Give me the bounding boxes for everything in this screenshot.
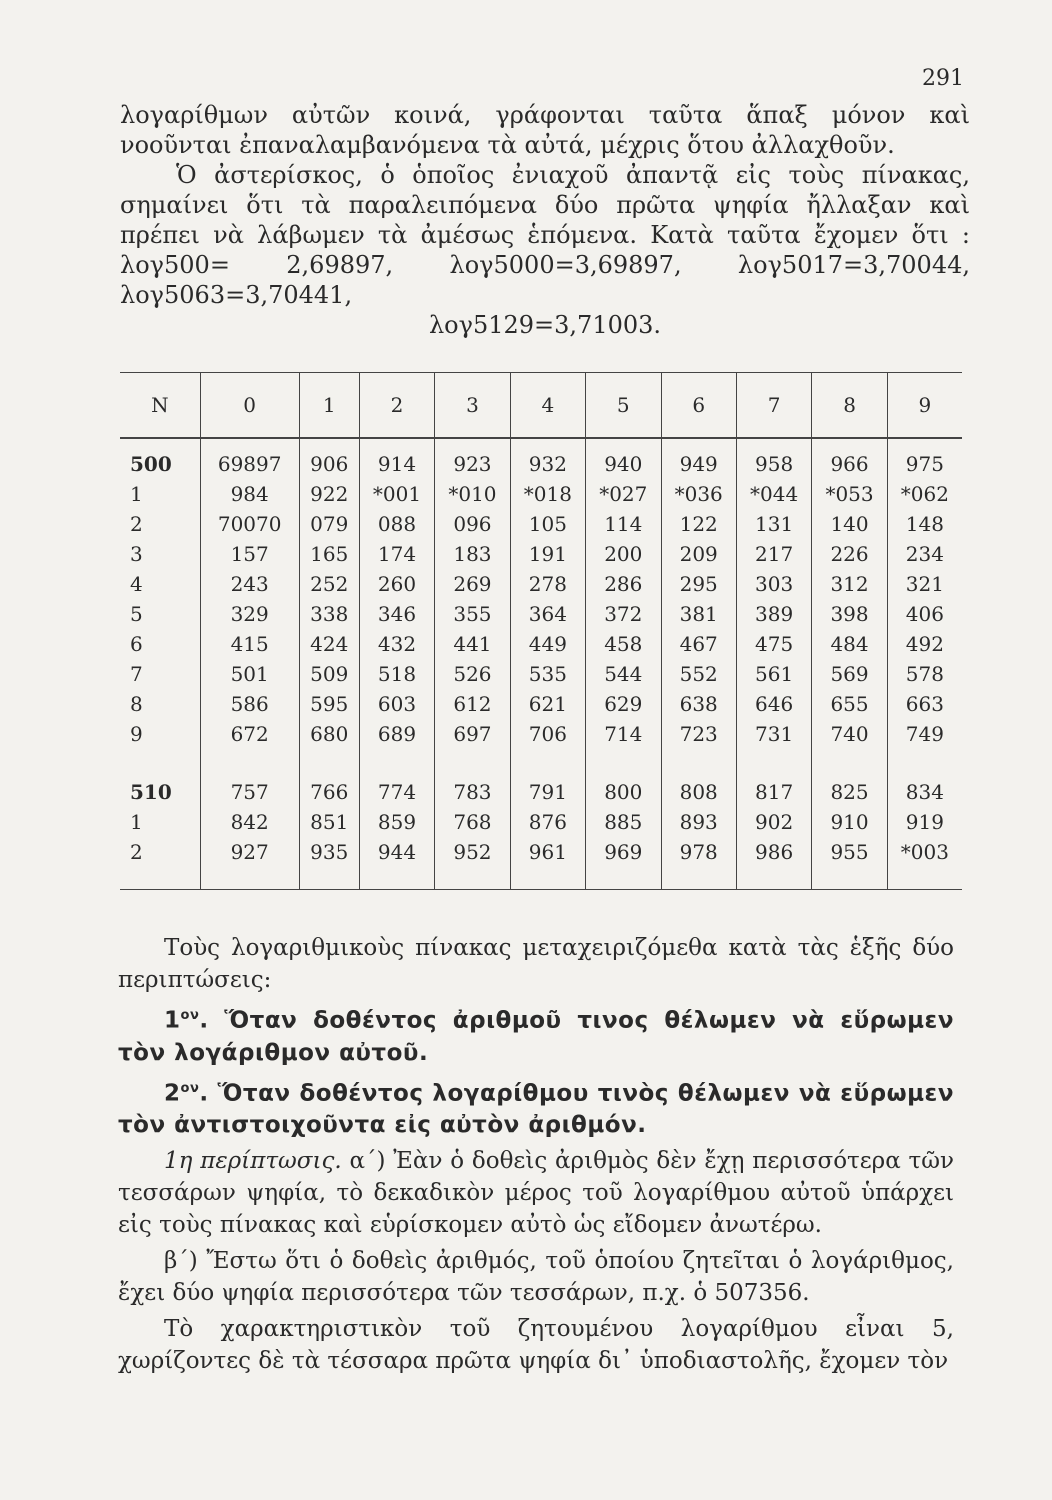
table-cell: 672 bbox=[200, 719, 299, 749]
table-cell: 919 bbox=[887, 807, 962, 837]
table-cell: *027 bbox=[586, 479, 661, 509]
table-cell: 321 bbox=[887, 569, 962, 599]
table-cell: 629 bbox=[586, 689, 661, 719]
case-a-text: α΄) Ἐὰν ὁ δοθεὶς ἀριθμὸς δὲν ἔχῃ περισσότερα τῶν τεσσάρων ψηφία, τὸ δεκαδικὸν μέρος τοῦ λογαρίθμου αὐτοῦ ὑπάρχει εἰς τοὺς πίνακας καὶ εὑρίσκομεν αὐτὸ ὡς εἴδομεν ἀνωτέρω. bbox=[118, 1148, 954, 1239]
table-cell: 817 bbox=[736, 767, 811, 807]
table-row bbox=[120, 689, 962, 719]
table-row bbox=[120, 719, 962, 749]
table-cell: 114 bbox=[586, 509, 661, 539]
table-cell: 986 bbox=[736, 837, 811, 867]
paragraph-2: Ὁ ἀστερίσκος, ὁ ὁποῖος ἐνιαχοῦ ἀπαντᾷ εἰς τοὺς πίνακας, σημαίνει ὅτι τὰ παραλειπόμενα δύο πρῶτα ψηφία ἤλλαξαν καὶ πρέπει νὰ λάβωμεν τὰ ἀμέσως ἑπόμενα. Κατὰ ταῦτα ἔχομεν ὅτι : λογ500= 2,69897, λογ5000=3,69897, λογ5017=3,70044, λογ5063=3,70441, bbox=[120, 161, 970, 309]
table-cell: 851 bbox=[299, 807, 359, 837]
table-cell: 484 bbox=[812, 629, 887, 659]
row-label: 4 bbox=[130, 572, 143, 596]
table-row bbox=[120, 438, 962, 479]
table-cell: *003 bbox=[887, 837, 962, 867]
table-header-row bbox=[120, 373, 962, 439]
table-cell: 766 bbox=[299, 767, 359, 807]
table-cell: 969 bbox=[586, 837, 661, 867]
table-row bbox=[120, 807, 962, 837]
table-cell: 697 bbox=[435, 719, 510, 749]
table-cell: 449 bbox=[510, 629, 585, 659]
first-case-label: 1η περίπτωσις. bbox=[164, 1148, 342, 1175]
table-cell: 372 bbox=[586, 599, 661, 629]
row-label: 2 bbox=[130, 840, 143, 864]
logarithm-table bbox=[120, 372, 962, 890]
table-cell: 260 bbox=[359, 569, 434, 599]
table-cell: 966 bbox=[812, 438, 887, 479]
table-cell: 940 bbox=[586, 438, 661, 479]
table-cell: 902 bbox=[736, 807, 811, 837]
table-row bbox=[120, 837, 962, 867]
table-cell: 569 bbox=[812, 659, 887, 689]
row-label: 1 bbox=[130, 482, 143, 506]
case-1-text: . Ὅταν δοθέντος ἀριθμοῦ τινος θέλωμεν νὰ εὕρωμεν τὸν λογάριθμον αὐτοῦ. bbox=[118, 1007, 954, 1066]
case-2-sup: ον bbox=[180, 1080, 200, 1096]
table-cell: 122 bbox=[661, 509, 736, 539]
table-cell: 638 bbox=[661, 689, 736, 719]
case-1 bbox=[118, 1000, 954, 1069]
case-2-text: . Ὅταν δοθέντος λογαρίθμου τινὸς θέλωμεν νὰ εὕρωμεν τὸν ἀντιστοιχοῦντα εἰς αὐτὸν ἀριθμόν. bbox=[118, 1080, 954, 1139]
column-header: 6 bbox=[661, 373, 736, 439]
table-cell: 586 bbox=[200, 689, 299, 719]
table-cell: 663 bbox=[887, 689, 962, 719]
table-cell: 398 bbox=[812, 599, 887, 629]
table-cell: 381 bbox=[661, 599, 736, 629]
column-header: 3 bbox=[435, 373, 510, 439]
column-header: N bbox=[120, 373, 200, 439]
case-2 bbox=[118, 1073, 954, 1142]
table-cell: 714 bbox=[586, 719, 661, 749]
table-cell: 552 bbox=[661, 659, 736, 689]
table-cell: 243 bbox=[200, 569, 299, 599]
table-row bbox=[120, 767, 962, 807]
table-cell: *018 bbox=[510, 479, 585, 509]
table-cell: *001 bbox=[359, 479, 434, 509]
table-cell: 944 bbox=[359, 837, 434, 867]
table-cell: *062 bbox=[887, 479, 962, 509]
table-cell: 338 bbox=[299, 599, 359, 629]
table-cell: 910 bbox=[812, 807, 887, 837]
row-label: 3 bbox=[130, 542, 143, 566]
table-cell: 355 bbox=[435, 599, 510, 629]
table-cell: 69897 bbox=[200, 438, 299, 479]
table-cell: 961 bbox=[510, 837, 585, 867]
row-label: 500 bbox=[130, 452, 172, 476]
table-cell: 234 bbox=[887, 539, 962, 569]
column-header: 9 bbox=[887, 373, 962, 439]
table-row bbox=[120, 659, 962, 689]
row-label: 9 bbox=[130, 722, 143, 746]
table-cell: 842 bbox=[200, 807, 299, 837]
intro-paragraph: Τοὺς λογαριθμικοὺς πίνακας μεταχειριζόμεθα κατὰ τὰς ἑξῆς δύο περιπτώσεις: bbox=[118, 935, 954, 993]
table-cell: 791 bbox=[510, 767, 585, 807]
table-cell: 079 bbox=[299, 509, 359, 539]
table-cell: 165 bbox=[299, 539, 359, 569]
table-row bbox=[120, 509, 962, 539]
table-cell: 731 bbox=[736, 719, 811, 749]
table-spacer-row bbox=[120, 749, 962, 767]
table-cell: 501 bbox=[200, 659, 299, 689]
table-cell: 105 bbox=[510, 509, 585, 539]
row-label: 2 bbox=[130, 512, 143, 536]
table-cell: 509 bbox=[299, 659, 359, 689]
table-cell: 217 bbox=[736, 539, 811, 569]
table-row bbox=[120, 599, 962, 629]
table-cell: 209 bbox=[661, 539, 736, 569]
table-cell: 191 bbox=[510, 539, 585, 569]
table-cell: 096 bbox=[435, 509, 510, 539]
row-label: 7 bbox=[130, 662, 143, 686]
table-cell: 975 bbox=[887, 438, 962, 479]
column-header: 0 bbox=[200, 373, 299, 439]
paragraph-1: λογαρίθμων αὐτῶν κοινά, γράφονται ταῦτα ἅπαξ μόνον καὶ νοοῦνται ἐπαναλαμβανόμενα τὰ αὐτά, μέχρις ὅτου ἀλλαχθοῦν. bbox=[120, 101, 970, 159]
table-cell: 346 bbox=[359, 599, 434, 629]
table-cell: 978 bbox=[661, 837, 736, 867]
table-cell: 303 bbox=[736, 569, 811, 599]
table-cell: 183 bbox=[435, 539, 510, 569]
table-cell: 561 bbox=[736, 659, 811, 689]
page-number: 291 bbox=[922, 66, 964, 91]
table-cell: 492 bbox=[887, 629, 962, 659]
table-cell: 389 bbox=[736, 599, 811, 629]
top-text bbox=[120, 100, 970, 340]
table-cell: *044 bbox=[736, 479, 811, 509]
column-header: 5 bbox=[586, 373, 661, 439]
paragraph-3: λογ5129=3,71003. bbox=[428, 311, 662, 339]
table-row bbox=[120, 539, 962, 569]
table-cell: 406 bbox=[887, 599, 962, 629]
table-cell: 955 bbox=[812, 837, 887, 867]
row-label: 510 bbox=[130, 780, 172, 804]
table-cell: 706 bbox=[510, 719, 585, 749]
table-cell: 595 bbox=[299, 689, 359, 719]
paragraph-case-c: Τὸ χαρακτηριστικὸν τοῦ ζητουμένου λογαρίθμου εἶναι 5, χωρίζοντες δὲ τὰ τέσσαρα πρῶτα ψηφία δι᾿ ὑποδιαστολῆς, ἔχομεν τὸν bbox=[118, 1316, 954, 1375]
column-header: 7 bbox=[736, 373, 811, 439]
table-cell: 757 bbox=[200, 767, 299, 807]
table-cell: 269 bbox=[435, 569, 510, 599]
table-body bbox=[120, 438, 962, 867]
case-2-number: 2 bbox=[164, 1080, 181, 1107]
table-cell: 526 bbox=[435, 659, 510, 689]
table-row bbox=[120, 629, 962, 659]
table-cell: 364 bbox=[510, 599, 585, 629]
table-cell: 646 bbox=[736, 689, 811, 719]
table-cell: 200 bbox=[586, 539, 661, 569]
table-cell: 885 bbox=[586, 807, 661, 837]
table-cell: *036 bbox=[661, 479, 736, 509]
table-cell: 70070 bbox=[200, 509, 299, 539]
table-cell: 441 bbox=[435, 629, 510, 659]
table-cell: 174 bbox=[359, 539, 434, 569]
table-cell: *010 bbox=[435, 479, 510, 509]
table-cell: 958 bbox=[736, 438, 811, 479]
table-row bbox=[120, 479, 962, 509]
table-cell: 723 bbox=[661, 719, 736, 749]
table-cell: 689 bbox=[359, 719, 434, 749]
table-cell: 312 bbox=[812, 569, 887, 599]
table-cell: 467 bbox=[661, 629, 736, 659]
table-cell: 740 bbox=[812, 719, 887, 749]
case-1-number: 1 bbox=[164, 1007, 181, 1034]
table-cell: 876 bbox=[510, 807, 585, 837]
table-cell: 768 bbox=[435, 807, 510, 837]
table-cell: 295 bbox=[661, 569, 736, 599]
table-cell: 984 bbox=[200, 479, 299, 509]
table-cell: 612 bbox=[435, 689, 510, 719]
column-header: 2 bbox=[359, 373, 434, 439]
case-1-sup: ον bbox=[180, 1008, 200, 1023]
table-cell: 226 bbox=[812, 539, 887, 569]
table-cell: 578 bbox=[887, 659, 962, 689]
table-cell: 927 bbox=[200, 837, 299, 867]
table-cell: 800 bbox=[586, 767, 661, 807]
table-cell: 906 bbox=[299, 438, 359, 479]
table-cell: 932 bbox=[510, 438, 585, 479]
table-cell: 935 bbox=[299, 837, 359, 867]
table-cell: 140 bbox=[812, 509, 887, 539]
table-cell: 475 bbox=[736, 629, 811, 659]
table-cell: 808 bbox=[661, 767, 736, 807]
table-cell: 458 bbox=[586, 629, 661, 659]
table-footer-row bbox=[120, 867, 962, 890]
table-cell: 518 bbox=[359, 659, 434, 689]
table-cell: 286 bbox=[586, 569, 661, 599]
paragraph-case-a bbox=[118, 1145, 954, 1241]
table-cell: 329 bbox=[200, 599, 299, 629]
table-cell: 148 bbox=[887, 509, 962, 539]
table-cell: 415 bbox=[200, 629, 299, 659]
table-cell: 655 bbox=[812, 689, 887, 719]
column-header: 1 bbox=[299, 373, 359, 439]
table-cell: 774 bbox=[359, 767, 434, 807]
table-cell: 834 bbox=[887, 767, 962, 807]
table-cell: 952 bbox=[435, 837, 510, 867]
table-cell: 749 bbox=[887, 719, 962, 749]
row-label: 1 bbox=[130, 810, 143, 834]
table-cell: 621 bbox=[510, 689, 585, 719]
bottom-text bbox=[118, 932, 954, 1381]
table-cell: 157 bbox=[200, 539, 299, 569]
table-cell: 131 bbox=[736, 509, 811, 539]
table-cell: 544 bbox=[586, 659, 661, 689]
column-header: 4 bbox=[510, 373, 585, 439]
table-cell: 680 bbox=[299, 719, 359, 749]
table-cell: 825 bbox=[812, 767, 887, 807]
table-cell: 252 bbox=[299, 569, 359, 599]
row-label: 6 bbox=[130, 632, 143, 656]
table-cell: 922 bbox=[299, 479, 359, 509]
table-cell: 278 bbox=[510, 569, 585, 599]
table-cell: 603 bbox=[359, 689, 434, 719]
table-cell: 893 bbox=[661, 807, 736, 837]
table-cell: *053 bbox=[812, 479, 887, 509]
row-label: 8 bbox=[130, 692, 143, 716]
row-label: 5 bbox=[130, 602, 143, 626]
table-cell: 424 bbox=[299, 629, 359, 659]
table-cell: 088 bbox=[359, 509, 434, 539]
table-cell: 923 bbox=[435, 438, 510, 479]
table-cell: 859 bbox=[359, 807, 434, 837]
table-cell: 432 bbox=[359, 629, 434, 659]
table-cell: 914 bbox=[359, 438, 434, 479]
table-row bbox=[120, 569, 962, 599]
column-header: 8 bbox=[812, 373, 887, 439]
table-cell: 949 bbox=[661, 438, 736, 479]
table-cell: 535 bbox=[510, 659, 585, 689]
table-cell: 783 bbox=[435, 767, 510, 807]
paragraph-case-b: β΄) Ἔστω ὅτι ὁ δοθεὶς ἀριθμός, τοῦ ὁποίου ζητεῖται ὁ λογάριθμος, ἔχει δύο ψηφία περισσότερα τῶν τεσσάρων, π.χ. ὁ 507356. bbox=[118, 1248, 954, 1307]
